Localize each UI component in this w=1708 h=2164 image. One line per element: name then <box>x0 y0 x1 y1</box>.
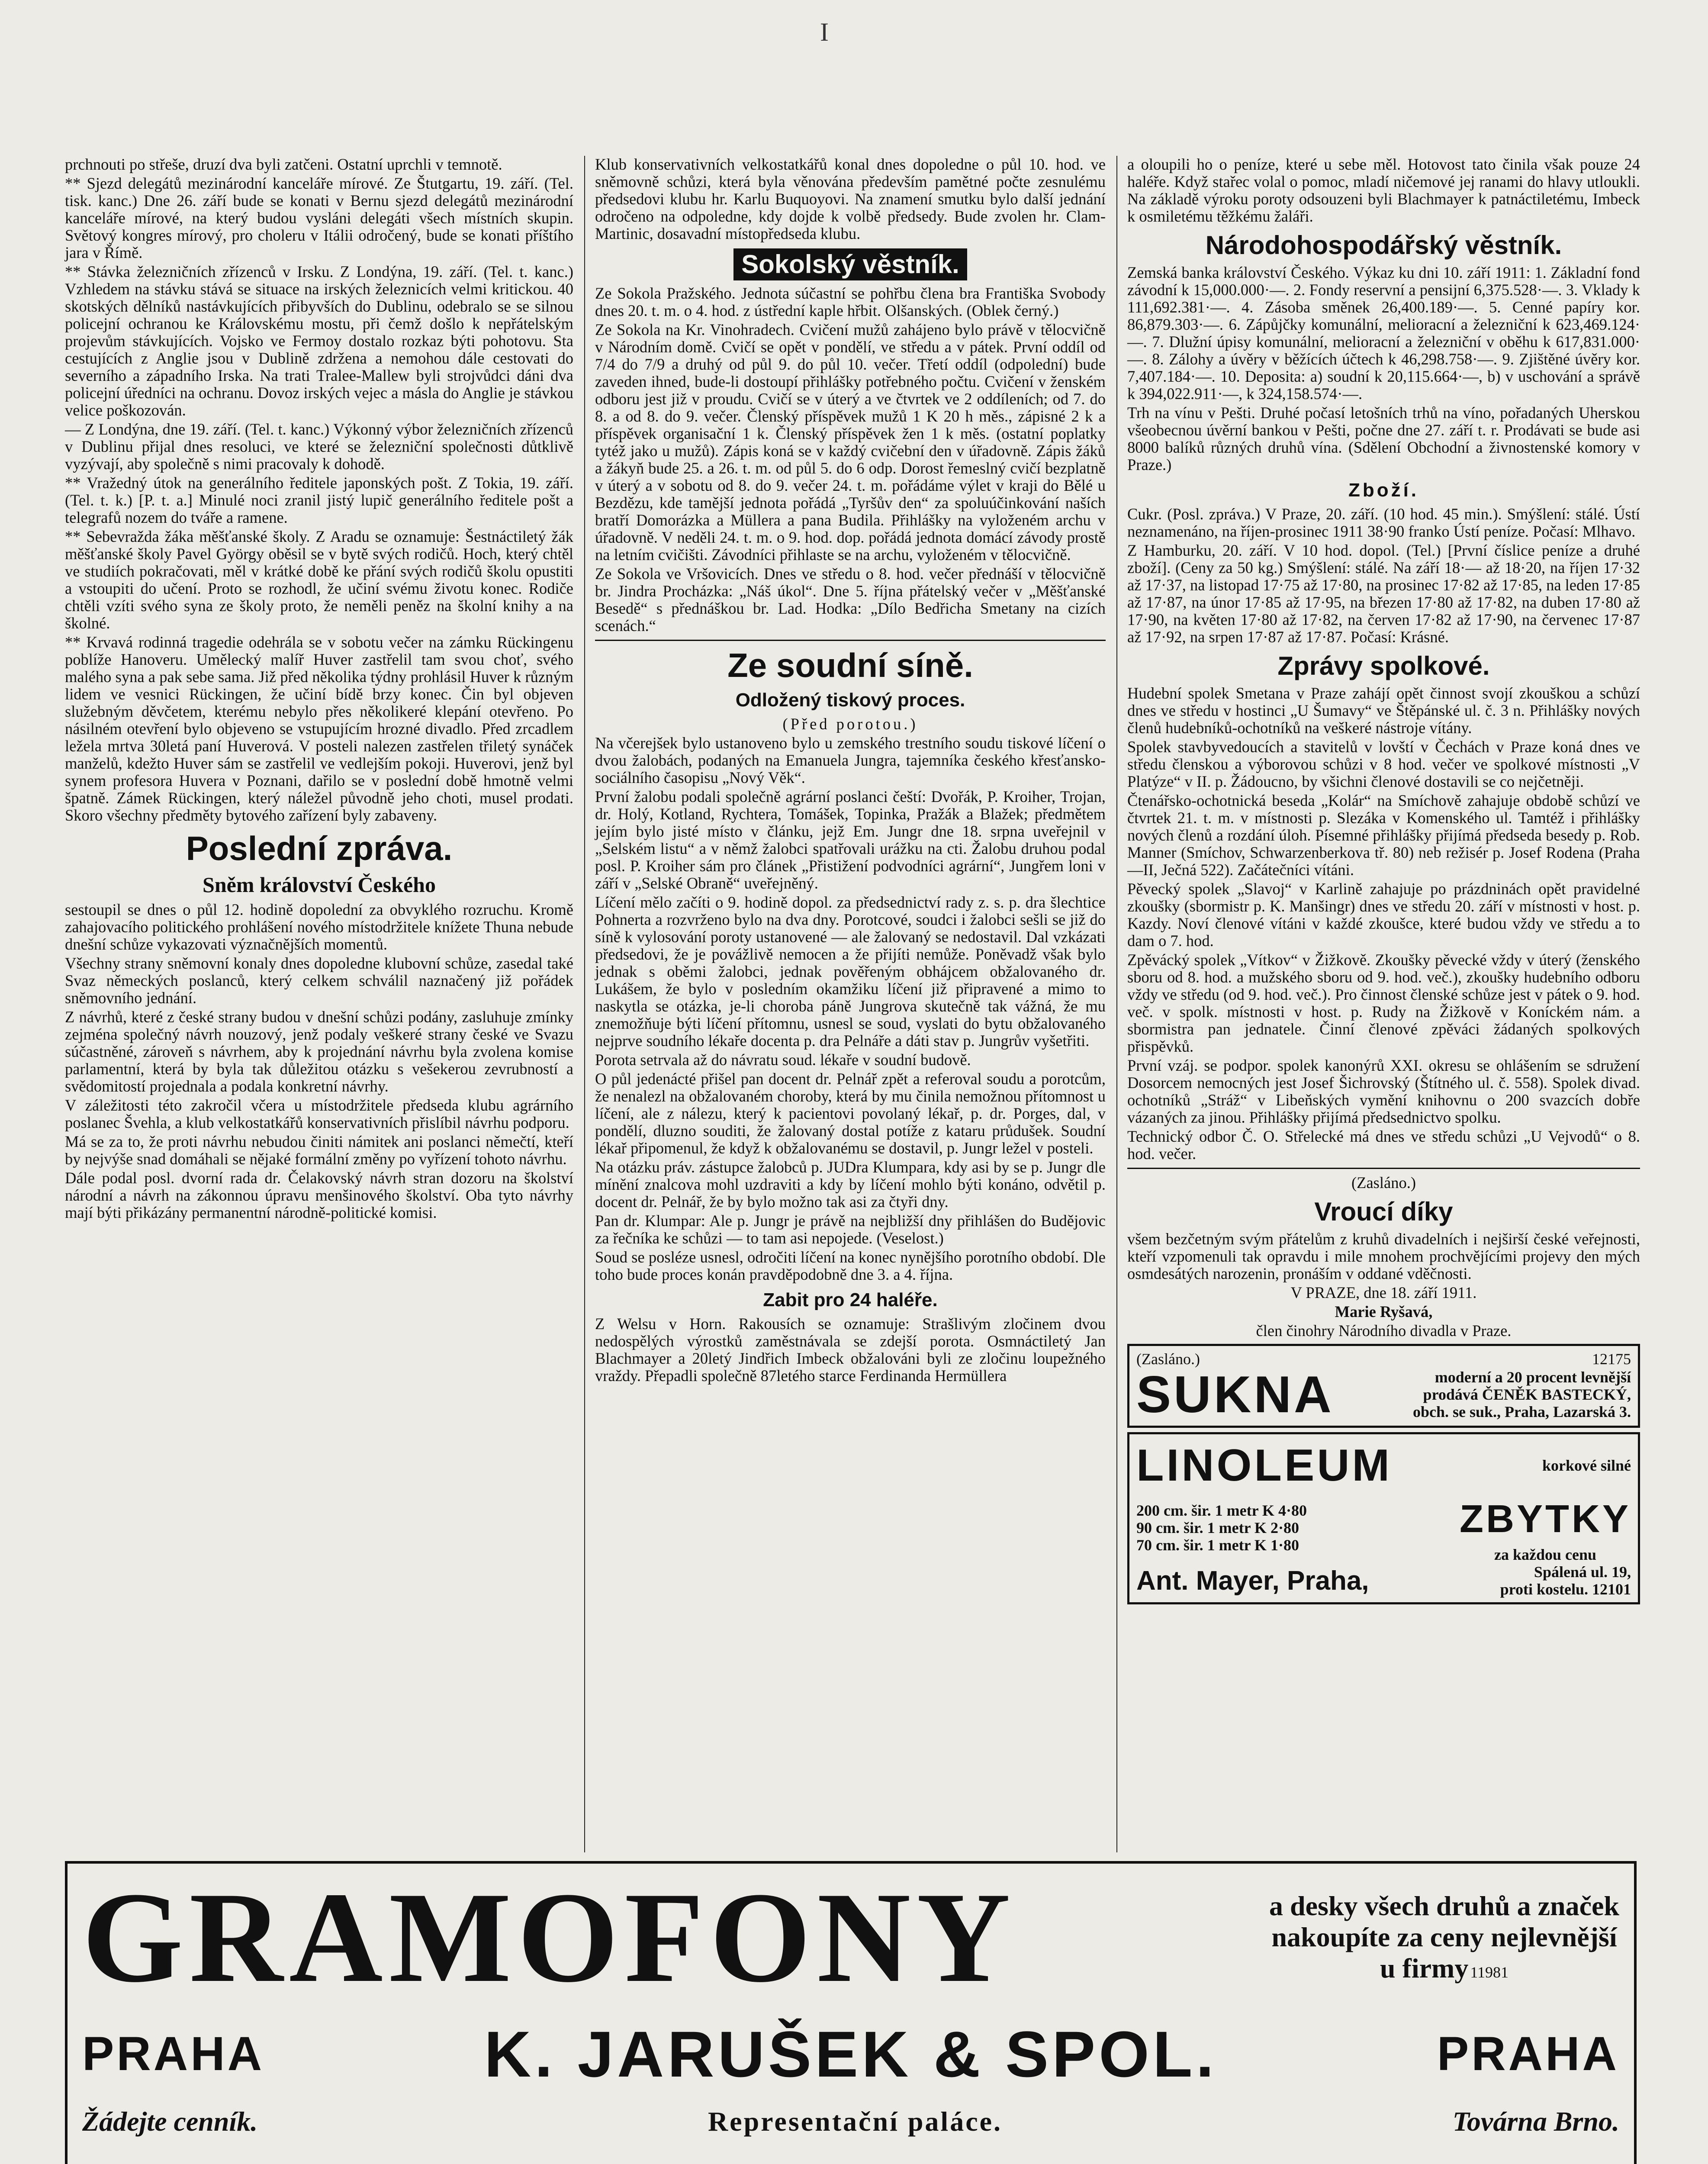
ad-headline: LINOLEUM <box>1136 1440 1393 1491</box>
paragraph: Zpěvácký spolek „Vítkov“ v Žižkově. Zkoušky pěvecké vždy v úterý (ženského sboru od 8. hod. a mužského sboru od 9. hod. več.), zkoušky hudebního odboru vždy ve středu (od 9. hod. več.). Pro činnost členské schůze jest v pátek o 9. hod. več. v spolk. místnosti v host. p. Rudy na Žižkově v Koníckém nám. a sbormistra pan jednatele. Činní členové zpěváci žádaných spolkových přispěvků. <box>1127 951 1640 1055</box>
catalog-note: Žádejte cenník. <box>82 2106 258 2137</box>
section-heading <box>595 248 1106 280</box>
sokol-heading: Sokolský věstník. <box>733 248 967 280</box>
page-mark: I <box>820 18 829 46</box>
paragraph: Na otázku práv. zástupce žalobců p. JUDra Klumpara, kdy asi by se p. Jungr dle mínění znalcova mohl uzdraviti a kdy by líčení mohlo býti konáno, odvětil p. docent dr. Pelnář, že by bylo možno tak asi za čtyři dny. <box>595 1158 1106 1211</box>
paragraph: ** Sebevražda žáka měšťanské školy. Z Aradu se oznamuje: Šestnáctiletý žák měšťanské školy Pavel György oběsil se v bytě svých rodičů. Hoch, který chtěl ve studiích pokračovati, měl v krátké době ke přání svých rodičů školu opustiti a vstoupiti do učení. Proto se rozhodl, že učiní svému životu konec. Rodiče chtěli vzíti svého syna ze školy proto, že neměli peněz na školní knihy a na školné. <box>65 528 573 632</box>
paragraph: Ze Sokola na Kr. Vinohradech. Cvičení mužů zahájeno bylo právě v tělocvičně v Národním domě. Cvičí se opět v pondělí, ve středu a v pátek. První oddíl od 7/4 do 7/9 a druhý od půl 9. do půl 10. večer. Třetí oddíl (odpolední) bude zaveden ihned, bude-li dostoupí přihlášky potřebného počtu. Cvičení v ženském odboru jest již v proudu. Cvičí se v úterý a ve čtvrtek ve 2 oddíleních; od 7. do 8. a od 8. do 9. večer. Členský příspěvek mužů 1 K 20 h měs., zápisné 2 k a příspěvek organisační 1 k. Členský příspěvek žen 1 k měs. (ostatní poplatky tytéž jako u mužů). Zápis koná se v každý cvičební den v úřadovně. Zápis žáků a žákyň bude 25. a 26. t. m. od půl 5. do 6 odp. Dorost řemeslný cvičí bezplatně v úterý a v sobotu od 8. do 9. večer 24. t. m. pořádáme výlet v kraji do Bělé u Bezdězu, kde tamější jednota pořádá „Tyršův den“ za spoluúčinkování naších bratří Domorázka a Müllera a pana Budila. Přihlášky na vyloženém archu v úřadovně. V neděli 24. t. m. o 9. hod. dop. pořádá jednota domácí závody prostě na letním cvičišti. Závodníci přihlaste se na archu, vyloženém v tělocvičně. <box>595 321 1106 564</box>
paragraph: Z Welsu v Horn. Rakousích se oznamuje: Strašlivým zločinem dvou nedospělých výrostků zaměstnávala se zdejší porota. Osmnáctiletý Jan Blachmayer a 20letý Jindřich Imbeck obžalováni byli ze zločinu loupežného vraždy. Přepadli společně 87letého starce Ferdinanda Hermüllera <box>595 1315 1106 1385</box>
newspaper-page <box>65 156 1640 2164</box>
column-3 <box>1127 156 1640 1609</box>
column-rule <box>1116 156 1117 1852</box>
column-2 <box>595 156 1106 1386</box>
ad-line: moderní a 20 procent levnější <box>1435 1369 1631 1386</box>
paragraph: prchnouti po střeše, druzí dva byli zatčeni. Ostatní uprchli v temnotě. <box>65 155 502 173</box>
paragraph: Má se za to, že proti návrhu nebudou činiti námitek ani poslanci němečtí, kteří by nejvýše snad domáhali se nějaké formální změny po vyřízení tohoto návrhu. <box>65 1133 573 1168</box>
paragraph: Líčení mělo začíti o 9. hodině dopol. za předsednictví rady z. s. p. dra šlechtice Pohnerta a rozvrženo bylo na dva dny. Porotcové, soudci i žalobci sešli se již do síně k vylosování poroty ustanovené — ale žalovaný se nedostavil. Dal vzkázati předsedovi, že je povážlivě nemocen a že přijíti nemůže. Poněvadž však bylo jednak s oběmi žalobci, jednak pověřeným obhájcem obžalovaného dr. Lukášem, že bylo v posledním okamžiku líčení již připravené a mimo to naskytla se otázka, je-li choroba páně Jungrova skutečně tak vážná, že mu znemožňuje býti líčení přítomnu, usnesl se soud, vyslati do bytu obžalovaného nejprve soudního lékaře docenta p. dra Pelnáře a dáti stav p. Jungrův vyšetřiti. <box>595 893 1106 1050</box>
paragraph: První vzáj. se podpor. spolek kanonýrů XXI. okresu se ohlášením se sdružení Dosorcem nemocných jest Josef Šichrovský (Štítného ul. č. 558). Spolek divad. ochotníků „Stráž“ v Libeňských vymění knihovnu o 200 svazcích dobře vázaných za jinou. Přihlášky přijímá předsednictvo spolku. <box>1127 1056 1640 1126</box>
divider <box>595 640 1106 641</box>
paragraph: Technický odbor Č. O. Střelecké má dnes ve středu schůzi „U Vejvodů“ o 8. hod. večer. <box>1127 1127 1640 1163</box>
price-row: 200 cm. šir. 1 metr K 4·80 <box>1136 1502 1307 1519</box>
factory-note: Továrna Brno. <box>1452 2106 1619 2137</box>
paragraph: Čtenářsko-ochotnická beseda „Kolár“ na Smíchově zahajuje obdobě schůzí ve čtvrtek 21. t. m. v místnosti p. Slezáka v Komenského ul. Tamtéž i přihlášky nových členů a rozdání úloh. Písemné přihlášky přijímá předseda besedy p. Rob. Manner (Smíchov, Schwarzenberkova tř. 80) neb režisér p. Josef Rodena (Praha—II, Ječná 522). Začátečníci vítáni. <box>1127 792 1640 879</box>
paragraph: Spolek stavbyvedoucích a stavitelů v lovští v Čechách v Praze koná dnes ve středu členskou a výborovou schůzi v 8 hod. večer ve spolkové místnosti „V Platýze“ v II. p. Žádoucno, by všichni členové dostavili se co nejčetněji. <box>1127 738 1640 790</box>
ad-top <box>1136 1439 1631 1492</box>
section-heading: Zprávy spolkové. <box>1277 651 1490 680</box>
paragraph: ** Krvavá rodinná tragedie odehrála se v sobotu večer na zámku Rückingenu poblíže Hanoveru. Umělecký malíř Huver zastřelil tam svou choť, svého malého syna a pak sebe sama. Již před několika týdny prohlásil Huver k různým lidem ve vesnici Rückingen, že učiní bídě brzy konec. Čin byl objeven služebným děvčetem, kterému nebylo přes několikeré klepání otevřeno. Po násilném otevření bylo objeveno se vstupujícím hrozné divadlo. Před zrcadlem ležela mrtva 30letá paní Huverová. V posteli nalezen zastřelen třiletý synáček manželů, kdežto Huver sám se zastřelil ve vedlejším pokoji. Huverovi, jenž byl synem profesora Huvera v Poznani, dařilo se v poslední době hmotně velmi špatně. Zámek Rückingen, který náležel původně jeho choti, musel prodati. Skoro všechny předměty bytového zařízení byly zabaveny. <box>65 633 573 824</box>
article-subheading: (Před porotou.) <box>782 715 918 733</box>
divider <box>1127 1168 1640 1169</box>
paragraph: ** Vražedný útok na generálního ředitele japonských pošt. Z Tokia, 19. září. (Tel. t. k.) [P. t. a.] Minulé noci zranil jistý lupič generálního ředitele pošt a telegrafů nozem do tváře a ramene. <box>65 474 573 526</box>
zaslano-label: (Zasláno.) <box>1136 1350 1200 1368</box>
signer-name: Marie Ryšavá, <box>1335 1303 1433 1320</box>
article-heading: Zabit pro 24 haléře. <box>763 1289 938 1311</box>
paragraph: O půl jedenácté přišel pan docent dr. Pelnář zpět a referoval soudu a porotcům, že nenalezl na obžalovaném choroby, která by mu činila nemožnou přítomnost u líčení, ale z nálezu, který k pacientovi povolaný lékař, p. dr. Porges, dal, v pondělí, dluzno souditi, že žalovaný dostal potíže z kataru průdušek. Soudní lékař připomenul, že když k obžalovanému se dostavil, p. Jungr ležel v posteli. <box>595 1070 1106 1157</box>
paragraph: ** Sjezd delegátů mezinárodní kanceláře mírové. Ze Štutgartu, 19. září. (Tel. tisk. kanc.) Dne 26. září bude se konati v Bernu sjezd delegátů mezinárodní kanceláře mírové, na který budou vysláni delegáti všech místních skupin. Světový kongres mírový, pro choleru v Itálii odročený, bude se konati příštího jara v Římě. <box>65 174 573 261</box>
ad-slogan <box>1269 1890 1619 1984</box>
section-subheading: Sněm království Českého <box>203 873 436 897</box>
paragraph: sestoupil se dnes o půl 12. hodině dopolední za obvyklého rozruchu. Kromě zahajovacího politického prohlášení nového místodržitele knížete Thuna nebude dnešní schůze vykazovati význačnějších momentů. <box>65 901 573 953</box>
paragraph: Soud se posléze usnesl, odročiti líčení na konec nynějšího porotního období. Dle toho bude proces konán pravděpodobně dne 3. a 4. října. <box>595 1248 1106 1283</box>
ad-top-row <box>82 1865 1619 2009</box>
price-row: 70 cm. šir. 1 metr K 1·80 <box>1136 1536 1299 1554</box>
address-line: Spálená ul. 19, <box>1534 1563 1631 1581</box>
ad-zbytky <box>1460 1492 1631 1563</box>
zaslano-label: (Zasláno.) <box>1351 1174 1416 1191</box>
paragraph: Z Hamburku, 20. září. V 10 hod. dopol. (Tel.) [První číslice peníze a druhé zboží]. (Ceny za 50 kg.) Smýšlení: stálé. Na září 18·— až 18·20, na říjen 17·32 až 17·37, na listopad 17·75 až 17·80, na prosinec 17·82 až 17·85, na leden 17·85 až 17·87, na únor 17·85 až 17·95, na březen 17·80 až 17·82, na duben 17·80 až 17·90, na květen 17·80 až 17·82, na červen 17·82 až 17·90, na červenec 17·87 až 17·92, na srpen 17·87 až 17·87. Počasí: Krásné. <box>1127 541 1640 646</box>
ad-middle <box>1136 1492 1631 1563</box>
paragraph: Ze Sokola ve Vršovicích. Dnes ve středu o 8. hod. večer přednáší v tělocvičně br. Jindra Procházka: „Náš úkol“. Dne 5. října přátelský večer v „Měšťanské Besedě“ s přednáškou br. Lad. Hodka: „Dílo Bedřicha Smetany na cizích scenách.“ <box>595 565 1106 634</box>
paragraph: ** Stávka železničních zřízenců v Irsku. Z Londýna, 19. září. (Tel. t. kanc.) Vzhledem na stávku stává se situace na irských železnicích velmi kritickou. 40 skotských dělníků nastávkujících přibyvších do Dublinu, odebralo se se silnou policejní ochranou ke Královskému mostu, při čemž došlo k nepřátelským projevům stávkujících. Vojsko ve Fermoy dostalo rozkaz býti pohotovu. Sta cestujících z Anglie jsou v Dublině zdržena a nemohou dále cestovati do severního a západního Irska. Na trati Tralee-Mallew byli strojvůdci dáni dva policejní úředníci na ochranu. Dovoz irských vejec a másla do Anglie je stávkou velice poškozován. <box>65 263 573 419</box>
ad-code: 12175 <box>1592 1350 1631 1368</box>
ad-bottom <box>1136 1563 1631 1598</box>
paragraph: Všechny strany sněmovní konaly dnes dopoledne klubovní schůze, zasedal také Svaz německých poslanců, který celkem schválil naznačený již pořádek sněmovního jednání. <box>65 954 573 1007</box>
ad-body <box>1136 1365 1631 1423</box>
slogan-line: u firmy <box>1380 1953 1469 1984</box>
gramofony-ad <box>65 1861 1637 2164</box>
zbytky-word: ZBYTKY <box>1460 1497 1631 1541</box>
ad-line: prodává ČENĚK BASTECKÝ, <box>1423 1386 1631 1403</box>
price-row: 90 cm. šir. 1 metr K 2·80 <box>1136 1519 1299 1536</box>
firm-name: K. JARUŠEK & SPOL. <box>484 2018 1218 2090</box>
zbytky-note: za každou cenu <box>1494 1546 1597 1563</box>
section-heading: Zboží. <box>1348 480 1419 501</box>
city-left: PRAHA <box>82 2027 265 2080</box>
paragraph: všem bezčetným svým přátelům z kruhů divadelních i nejširší české veřejnosti, kteří vzpomenuli tak opravdu i mile mnohem prochvějícími projevy den mých osmdesátých narozenin, pronáším v oddané vděčnosti. <box>1127 1230 1640 1282</box>
paragraph: Dále podal posl. dvorní rada dr. Čelakovský návrh stran dozoru na školství národní a návrh na zákonnou úpravu menšinového školství. Oba tyto návrhy mají býti přikázány permanentní národně-politické komisi. <box>65 1169 573 1221</box>
shop-name: Ant. Mayer, Praha, <box>1136 1565 1369 1596</box>
city-right: PRAHA <box>1437 2027 1619 2080</box>
ad-code: 11981 <box>1470 1964 1509 1981</box>
ad-header <box>1136 1350 1631 1368</box>
paragraph: a oloupili ho o peníze, které u sebe měl. Hotovost tato činila však pouze 24 haléře. Když stařec volal o pomoc, mladí ničemové jej ranami do hlavy utloukli. Na základě výroku poroty odsouzeni byli Blachmayer k patnáctiletému, Imbeck k osmiletému těžkému žaláři. <box>1127 155 1640 225</box>
section-heading: Poslední zpráva. <box>186 829 453 867</box>
paragraph: Porota setrvala až do návratu soud. lékaře v soudní budově. <box>595 1051 971 1069</box>
ad-line: obch. se suk., Praha, Lazarská 3. <box>1412 1403 1631 1420</box>
paragraph: Zemská banka království Českého. Výkaz ku dni 10. září 1911: 1. Základní fond závodní k 15,000.000·—. 2. Fondy reservní a pensijní 6,375.528·—. 3. Vklady k 111,692.381·—. 4. Zásoba směnek 26,400.189·—. 5. Cenné papíry kor. 86,879.303·—. 6. Zápůjčky komunální, melioracní a železniční k 623,469.124·—. 7. Dlužní úpisy komunální, melioracní a železniční v oběhu k 617,831.000·—. 8. Zálohy a úvěry v běžících účtech k 46,298.758·—. 9. Zjištěné úvěry kor. 7,407.184·—. 10. Deposita: a) soudní k 20,115.664·—, b) v uschování a správě k 394,022.911·—, k 324,158.574·—. <box>1127 264 1640 403</box>
article-heading: Odložený tiskový proces. <box>735 689 965 711</box>
ad-bottom-row <box>82 2106 1619 2137</box>
ad-price-list <box>1136 1502 1307 1554</box>
ad-details <box>1413 1369 1631 1420</box>
slogan-line: nakoupíte za ceny nejlevnější <box>1271 1922 1617 1952</box>
showroom-note: Representační paláce. <box>708 2106 1002 2137</box>
paragraph: V záležitosti této zakročil včera u místodržitele předseda klubu agrárního poslanec Švehla, a klub velkostatkářů konservativních přislíbil návrhu podporu. <box>65 1096 573 1131</box>
slogan-line: a desky všech druhů a značek <box>1269 1890 1619 1921</box>
paragraph: Klub konservativních velkostatkářů konal dnes dopoledne o půl 10. hod. ve sněmovně schůzi, která byla věnována především pamětné počte zesnulému předsedovi klubu hr. Karlu Buquoyovi. Na znamení smutku bylo další jednání odročeno na odpoledne, kdy dojde k volbě předsedy. Bude zvolen hr. Clam-Martinic, dosavadní místopředseda klubu. <box>595 155 1106 242</box>
paragraph: Pěvecký spolek „Slavoj“ v Karlině zahajuje po prázdninách opět pravidelné zkoušky (sbormistr p. K. Manšingr) dnes ve středu 20. září v místnosti v host. p. Kazdy. Noví členové vítáni v každé zkoušce, které budou vždy ve středu a to dam o 7. hod. <box>1127 880 1640 950</box>
paragraph: Na včerejšek bylo ustanoveno bylo u zemského trestního soudu tiskové líčení o dvou žalobách, podaných na Emanuela Jungra, tajemníka českého křesťansko-sociálního časopisu „Nový Věk“. <box>595 734 1106 786</box>
ad-headline: SUKNA <box>1136 1365 1334 1423</box>
paragraph: První žalobu podali společně agrární poslanci čeští: Dvořák, P. Kroiher, Trojan, dr. Holý, Kotland, Rychtera, Tomášek, Topinka, Pražák a Blažek; předmětem jejím bylo jisté místo v článku, jejž Em. Jungr dne 18. srpna uveřejnil v „Selském listu“ a v němž žalobci spatřovali urážku na cti. Žalobu druhou podal posl. P. Kroiher sám pro článek „Přistižení podvodníci agrární“, Jungřem loni v září v „Selské Obraně“ uveřejněný. <box>595 788 1106 892</box>
paragraph: Hudební spolek Smetana v Praze zahájí opět činnost svojí zkouškou a schůzí dnes ve středu v hostinci „U Šumavy“ ve Štěpánské ul. č. 3 n. Přihlášky nových členů hudebníků-ochotníků na veškeré nástroje vítány. <box>1127 684 1640 737</box>
ad-side-note: korkové silné <box>1542 1457 1631 1474</box>
linoleum-ad <box>1127 1432 1640 1604</box>
date-line: V PRAZE, dne 18. září 1911. <box>1290 1284 1477 1301</box>
shop-address <box>1500 1563 1631 1598</box>
paragraph: Cukr. (Posl. zpráva.) V Praze, 20. září. (10 hod. 45 min.). Smýšlení: stálé. Ústí neznamenáno, na říjen-prosinec 1911 38·90 franko Ústí peníze. Počasí: Mlhavo. <box>1127 505 1640 540</box>
ad-firm-row <box>82 2019 1619 2089</box>
paragraph: Z návrhů, které z české strany budou v dnešní schůzi podány, zasluhuje zmínky zejména společný návrh nouzový, jenž podaly veškeré strany české ve Svazu súčastněné, zároveň s návrhem, aby k projednání návrhu byla zvolena komise parlamentní, která by byla tak důležitou otázku s vešekerou zevrubností a svědomitostí projednala a podala konkretní návrhy. <box>65 1008 573 1095</box>
paragraph: Ze Sokola Pražského. Jednota súčastní se pohřbu člena bra Františka Svobody dnes 20. t. m. o 4. hod. z ústřední kaple hřbit. Olšanských. (Oblek černý.) <box>595 284 1106 319</box>
paragraph: Trh na vínu v Pešti. Druhé počasí letošních trhů na víno, pořadaných Uherskou všeobecnou úvěrní bankou v Pešti, počne dne 27. září t. r. Prodávati se bude asi 8000 balíků různých druhů vína. (Sdělení Obchodní a živnostenské komory v Praze.) <box>1127 404 1640 473</box>
section-heading: Ze soudní síně. <box>727 646 973 684</box>
section-heading: Národohospodářský věstník. <box>1205 231 1562 260</box>
address-line: proti kostelu. 12101 <box>1500 1581 1631 1598</box>
paragraph: Pan dr. Klumpar: Ale p. Jungr je právě na nejbližší dny přihlášen do Budějovic za řečníka ke schůzi — to tam asi nepojede. (Veselost.) <box>595 1212 1106 1247</box>
column-1 <box>65 156 573 1223</box>
paragraph: — Z Londýna, dne 19. září. (Tel. t. kanc.) Výkonný výbor železničních zřízenců v Dublinu přijal dnes resoluci, ve které se železniční společnosti důtklivě vyzývají, aby společně s nimi pracovaly k dohodě. <box>65 420 573 473</box>
signer-title: člen činohry Národního divadla v Praze. <box>1256 1322 1512 1340</box>
column-rule <box>584 156 585 1852</box>
section-heading: Vroucí díky <box>1314 1197 1453 1226</box>
sukna-ad <box>1127 1344 1640 1428</box>
ad-headline: GRAMOFONY <box>82 1865 1017 2009</box>
